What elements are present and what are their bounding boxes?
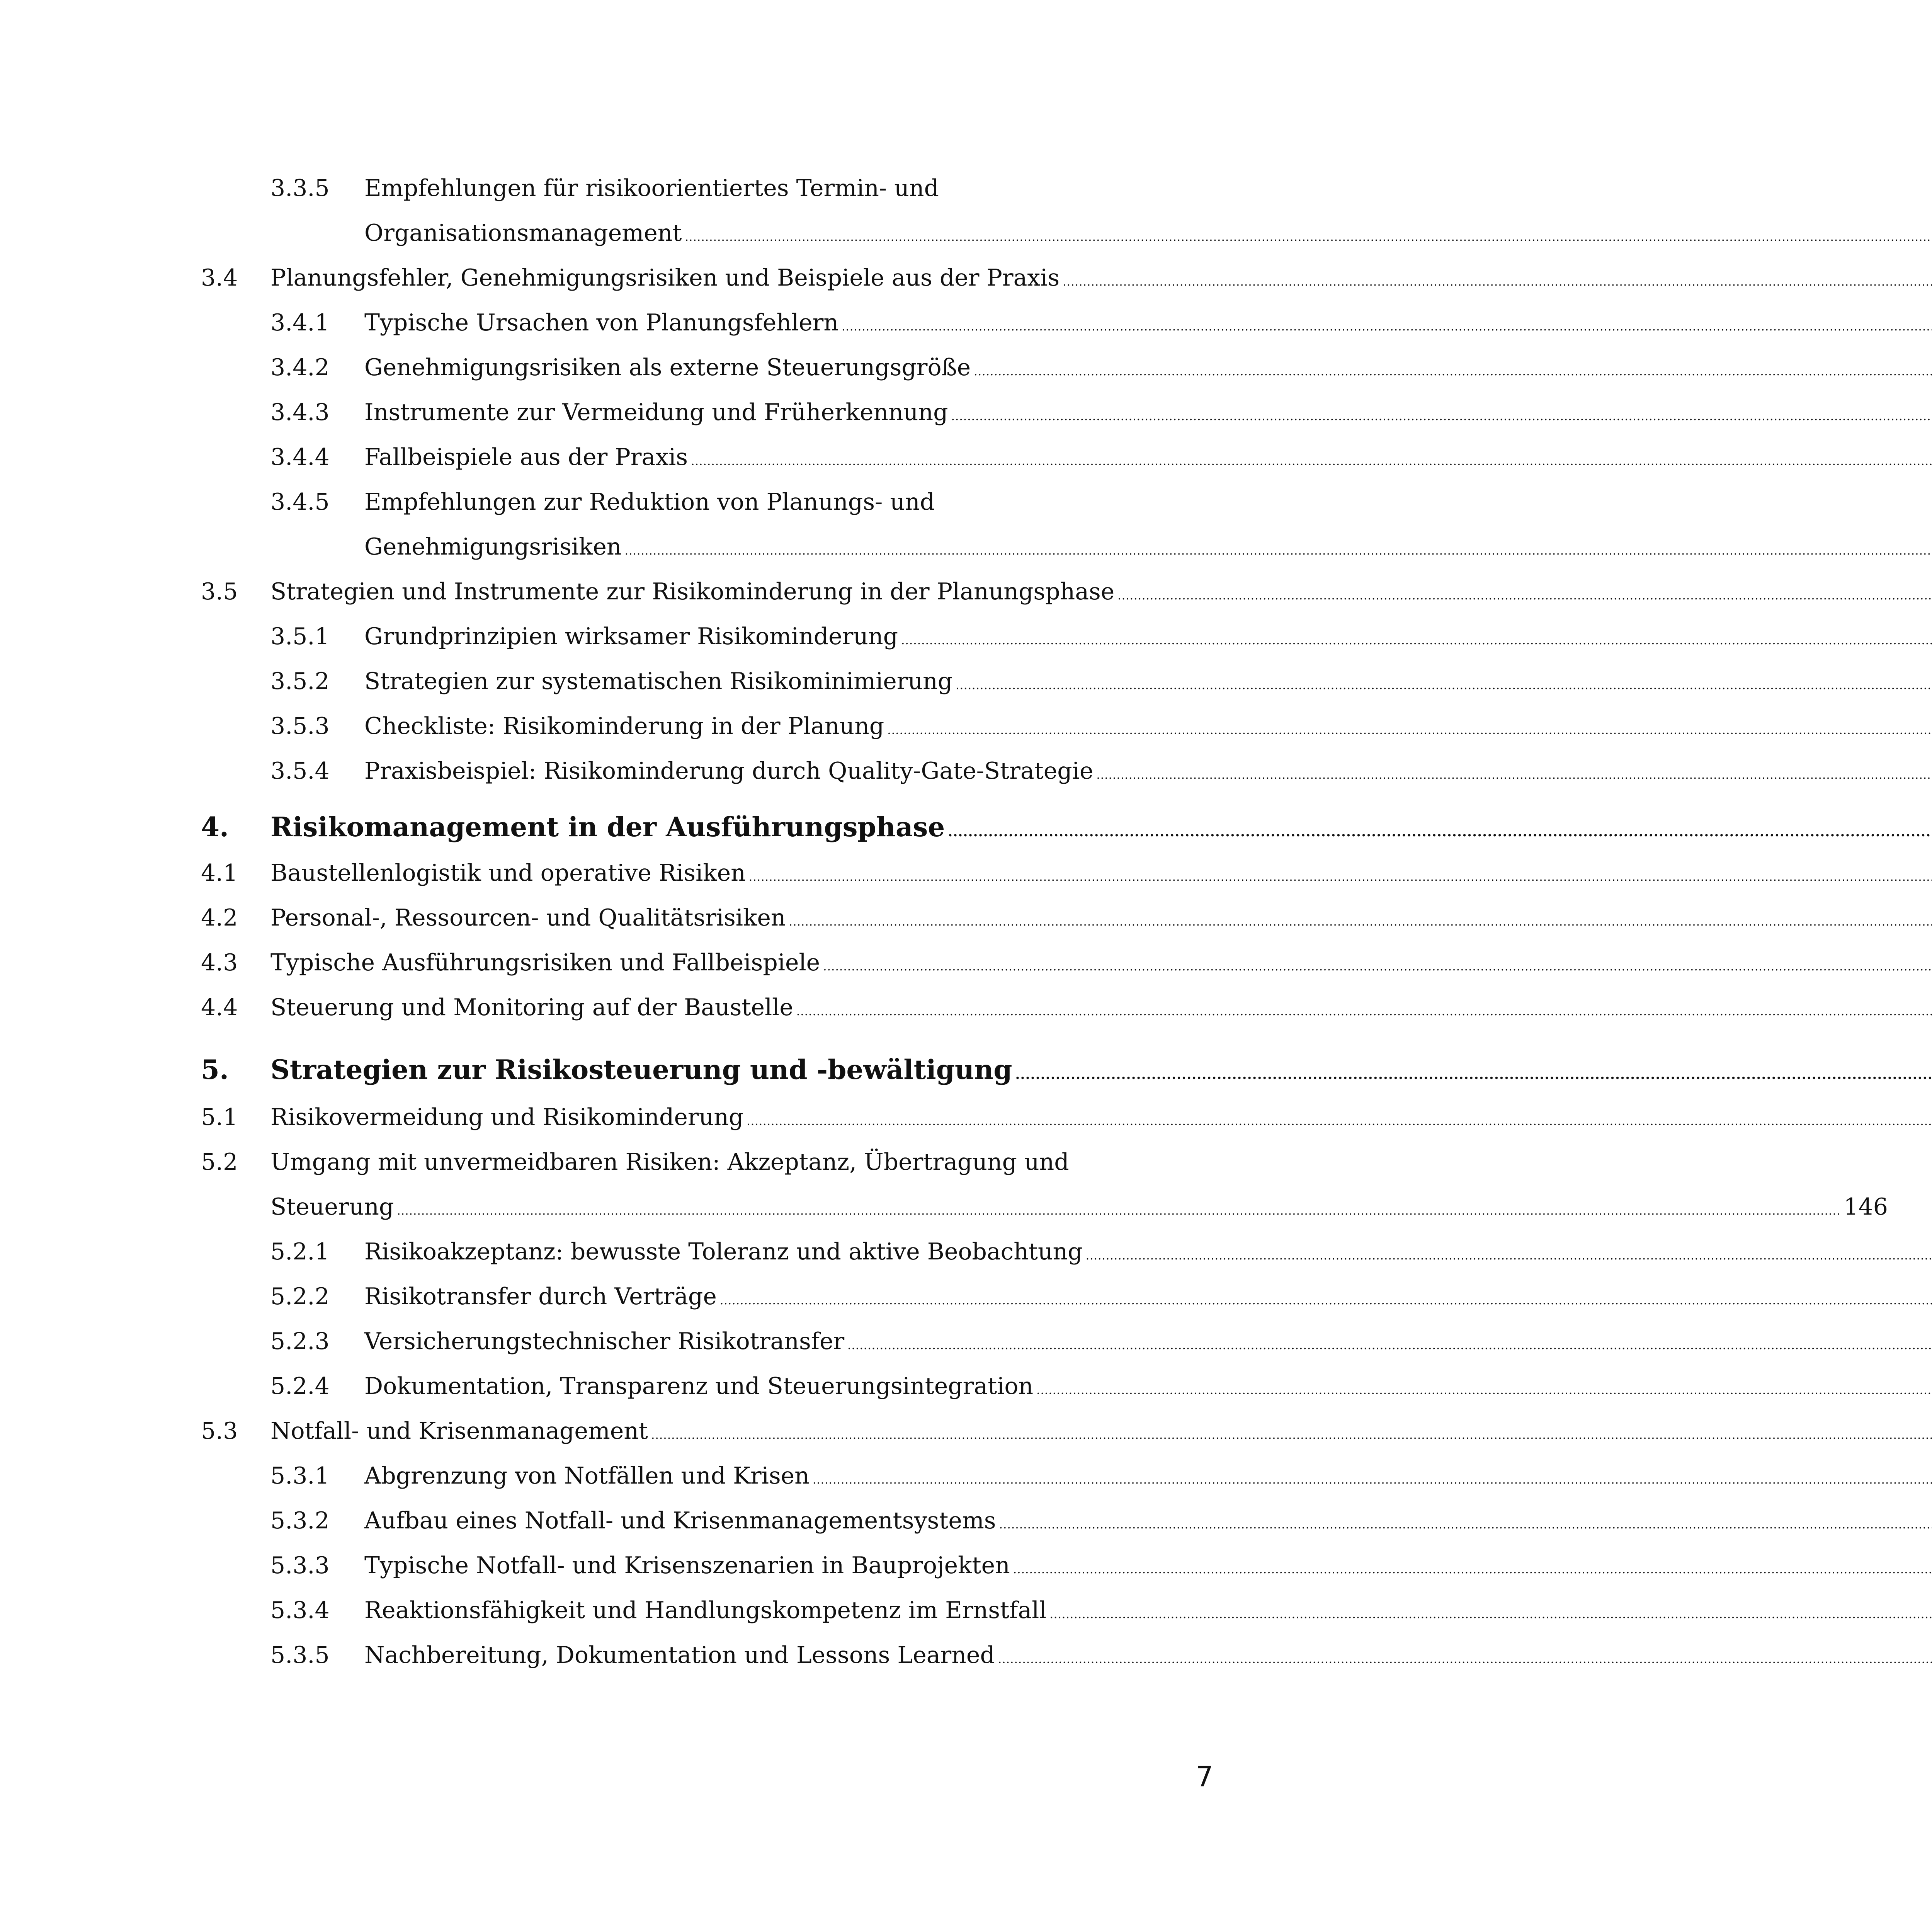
toc-entry-5-2-1[interactable] [270,1238,1215,1273]
toc-entry-3-3-5-cont[interactable] [364,220,1215,254]
entry-number: 3.5.4 [270,757,330,784]
entry-page: 146 [1844,1193,1888,1220]
entry-number: 3.5.2 [270,668,330,695]
entry-number: 5.2 [201,1149,238,1176]
toc-entry-5-1[interactable] [201,1104,1215,1138]
entry-number: 5.3.2 [270,1507,330,1534]
toc-entry-5-3-2[interactable] [270,1507,1215,1542]
entry-number: 5.2.2 [270,1283,330,1310]
dot-leader [749,870,1932,884]
entry-number: 4.3 [201,949,238,976]
entry-title: Instrumente zur Vermeidung und Früherkennung [364,399,948,426]
entry-title: Abgrenzung von Notfällen und Krisen [364,1462,810,1489]
toc-entry-3-4-5[interactable] [270,488,1215,523]
dot-leader [1050,1608,1932,1621]
entry-title: Genehmigungsrisiken [364,533,622,560]
entry-number: 5.3.5 [270,1642,330,1669]
dot-leader [901,634,1932,647]
toc-entry-3-3-5[interactable] [270,175,1215,209]
entry-title: Risikotransfer durch Verträge [364,1283,717,1310]
toc-entry-3-5-3[interactable] [270,713,1215,747]
entry-number: 3.4.4 [270,444,330,471]
entry-title: Genehmigungsrisiken als externe Steuerungsgröße [364,354,971,381]
toc-entry-3-5-1[interactable] [270,623,1215,658]
entry-title: Planungsfehler, Genehmigungsrisiken und Beispiele aus der Praxis [270,264,1060,291]
entry-title-line1: Empfehlungen zur Reduktion von Planungs- und [364,488,935,516]
dot-leader [1036,1383,1932,1397]
dot-leader [397,1204,1840,1218]
dot-leader [823,960,1932,973]
entry-title: Risikoakzeptanz: bewusste Toleranz und aktive Beobachtung [364,1238,1083,1265]
entry-number: 4. [201,812,229,843]
dot-leader [747,1115,1932,1128]
entry-number: 5.3 [201,1417,238,1445]
toc-entry-3-5-4[interactable] [270,757,1215,792]
entry-title: Dokumentation, Transparenz und Steuerungsintegration [364,1373,1034,1400]
entry-number: 3.3.5 [270,175,330,202]
entry-title: Nachbereitung, Dokumentation und Lessons Learned [364,1642,995,1669]
entry-title: Notfall- und Krisenmanagement [270,1417,648,1445]
entry-title-line1: Umgang mit unvermeidbaren Risiken: Akzeptanz, Übertragung und [270,1149,1069,1176]
dot-leader [847,1339,1932,1352]
entry-number: 3.5.3 [270,713,330,740]
toc-entry-5-2-2[interactable] [270,1283,1215,1318]
toc-entry-3-4[interactable] [201,264,1215,299]
entry-title: Fallbeispiele aus der Praxis [364,444,688,471]
dot-leader [951,410,1932,423]
entry-number: 5.3.3 [270,1552,330,1579]
toc-chapter-4[interactable] [201,812,1215,846]
dot-leader [948,824,1932,840]
dot-leader [691,454,1932,468]
toc-entry-5-2-3[interactable] [270,1328,1215,1363]
toc-entry-5-3-1[interactable] [270,1462,1215,1497]
entry-title: Reaktionsfähigkeit und Handlungskompetenz im Ernstfall [364,1597,1047,1624]
entry-number: 5.1 [201,1104,238,1131]
entry-number: 5.3.1 [270,1462,330,1489]
toc-entry-5-2[interactable] [201,1149,1215,1183]
entry-title: Strategien zur Risikosteuerung und -bewältigung [270,1054,1012,1086]
dot-leader [796,1005,1932,1018]
entry-title-line1: Empfehlungen für risikoorientiertes Termin- und [364,175,939,202]
dot-leader [1063,275,1932,289]
dot-leader [1086,1249,1932,1263]
entry-number: 5.2.4 [270,1373,330,1400]
entry-title: Risikomanagement in der Ausführungsphase [270,812,945,843]
entry-title: Typische Ursachen von Planungsfehlern [364,309,838,336]
toc-entry-3-4-3[interactable] [270,399,1215,434]
entry-number: 5.3.4 [270,1597,330,1624]
entry-number: 3.5.1 [270,623,330,650]
toc-entry-3-5[interactable] [201,578,1215,613]
dot-leader [1013,1563,1932,1576]
entry-title: Praxisbeispiel: Risikominderung durch Quality-Gate-Strategie [364,757,1094,784]
dot-leader [1117,589,1932,602]
entry-number: 3.5 [201,578,238,605]
dot-leader [625,544,1932,558]
toc-chapter-5[interactable] [201,1054,1215,1089]
dot-leader [1015,1067,1932,1082]
toc-entry-3-5-2[interactable] [270,668,1215,703]
toc-entry-3-4-2[interactable] [270,354,1215,389]
entry-title: Risikovermeidung und Risikominderung [270,1104,744,1131]
entry-title: Grundprinzipien wirksamer Risikominderung [364,623,898,650]
toc-entry-3-4-1[interactable] [270,309,1215,344]
toc-entry-3-4-5-cont[interactable] [364,533,1215,568]
dot-leader [998,1652,1932,1666]
dot-leader [999,1518,1932,1531]
toc-entry-5-3[interactable] [201,1417,1215,1452]
dot-leader [974,365,1932,378]
entry-number: 3.4.1 [270,309,330,336]
entry-title: Strategien und Instrumente zur Risikominderung in der Planungsphase [270,578,1115,605]
entry-number: 5. [201,1054,229,1086]
entry-title: Personal-, Ressourcen- und Qualitätsrisiken [270,904,786,931]
dot-leader [887,723,1932,737]
toc-entry-4-4[interactable] [201,994,1215,1029]
dot-leader [651,1428,1932,1442]
toc-entry-5-3-4[interactable] [270,1597,1215,1632]
entry-number: 5.2.1 [270,1238,330,1265]
page-number: 7 [1196,1760,1213,1793]
entry-title: Typische Notfall- und Krisenszenarien in Bauprojekten [364,1552,1010,1579]
entry-number: 4.1 [201,859,238,887]
toc-entry-3-4-4[interactable] [270,444,1215,478]
dot-leader [789,915,1932,929]
dot-leader [956,679,1932,692]
entry-number: 5.2.3 [270,1328,330,1355]
entry-number: 3.4.3 [270,399,330,426]
entry-number: 3.4 [201,264,238,291]
dot-leader [1096,768,1932,782]
entry-title: Baustellenlogistik und operative Risiken [270,859,746,887]
entry-title: Aufbau eines Notfall- und Krisenmanagementsystems [364,1507,996,1534]
entry-title: Strategien zur systematischen Risikominimierung [364,668,953,695]
dot-leader [720,1294,1932,1307]
toc-entry-5-3-5[interactable] [270,1642,1215,1676]
entry-title: Checkliste: Risikominderung in der Planung [364,713,884,740]
entry-title: Steuerung und Monitoring auf der Baustelle [270,994,793,1021]
toc-entry-4-2[interactable] [201,904,1215,939]
entry-number: 4.2 [201,904,238,931]
dot-leader [842,320,1932,334]
entry-title: Steuerung [270,1193,394,1220]
entry-number: 4.4 [201,994,238,1021]
entry-title: Organisationsmanagement [364,220,682,247]
toc-entry-5-2-4[interactable] [270,1373,1215,1407]
entry-title: Versicherungstechnischer Risikotransfer [364,1328,845,1355]
toc-entry-4-1[interactable] [201,859,1215,894]
entry-number: 3.4.2 [270,354,330,381]
toc-entry-5-3-3[interactable] [270,1552,1215,1587]
toc-entry-4-3[interactable] [201,949,1215,984]
dot-leader [813,1473,1932,1487]
entry-title: Typische Ausführungsrisiken und Fallbeispiele [270,949,820,976]
dot-leader [685,230,1932,244]
entry-number: 3.4.5 [270,488,330,516]
toc-entry-5-2-cont[interactable] [270,1193,1888,1228]
